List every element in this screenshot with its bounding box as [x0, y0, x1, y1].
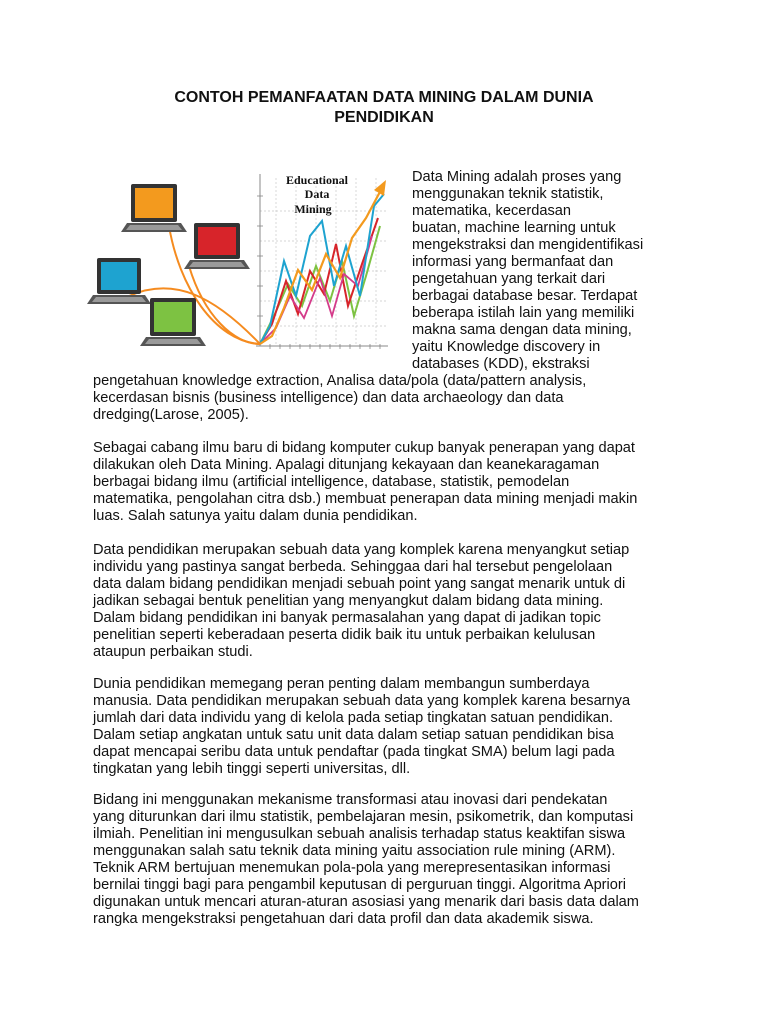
intro-line: beberapa istilah lain yang memiliki — [412, 305, 635, 321]
paragraph-1 — [93, 440, 713, 525]
paragraph-line: Dalam bidang pendidikan ini banyak permasalahan yang dapat di jadikan topic — [93, 610, 601, 626]
intro-line: matematika, kecerdasan — [412, 203, 571, 219]
paragraph-line: ataupun perbaikan studi. — [93, 644, 253, 660]
paragraph-line: Dalam setiap angkatan untuk satu unit data dalam setiap satuan pendidikan bisa — [93, 727, 614, 743]
paragraph-line: digunakan untuk mencari aturan-aturan asosiasi yang menarik dari basis data dalam — [93, 894, 639, 910]
intro-line: Data Mining adalah proses yang — [412, 169, 622, 185]
intro-line: kecerdasan bisnis (business intelligence) dan data archaeology dan data — [93, 390, 564, 406]
intro-line: buatan, machine learning untuk — [412, 220, 616, 236]
laptop-icon-red — [184, 223, 250, 269]
paragraph-line: individu yang pastinya sangat berbeda. Sehinggaa dari hal tersebut pengelolaan — [93, 559, 613, 575]
paragraph-line: matematika, pengolahan citra dsb.) membuat penerapan data mining menjadi makin — [93, 491, 638, 507]
title-line-2: PENDIDIKAN — [334, 109, 434, 126]
paragraph-line: rangka mengekstraksi pengetahuan dari data profil dan data akademik siswa. — [93, 911, 594, 927]
intro-line: dredging(Larose, 2005). — [93, 407, 249, 423]
paragraph-line: Sebagai cabang ilmu baru di bidang komputer cukup banyak penerapan yang dapat — [93, 440, 635, 456]
paragraph-line: luas. Salah satunya yaitu dalam dunia pendidikan. — [93, 508, 418, 524]
paragraph-line: Data pendidikan merupakan sebuah data yang komplek karena menyangkut setiap — [93, 542, 630, 558]
laptop-icon-orange — [121, 184, 187, 232]
paragraph-line: Dunia pendidikan memegang peran penting dalam membangun sumberdaya — [93, 676, 590, 692]
intro-line: menggunakan teknik statistik, — [412, 186, 604, 202]
paragraph-line: manusia. Data pendidikan merupakan sebuah data yang komplek karena besarnya — [93, 693, 631, 709]
document-title — [100, 88, 668, 128]
laptop-icon-green — [140, 298, 206, 346]
intro-line: yaitu Knowledge discovery in — [412, 339, 601, 355]
paragraph-line: tingkatan yang lebih tinggi seperti universitas, dll. — [93, 761, 411, 777]
figure-caption-line-3: Mining — [294, 202, 332, 216]
paragraph-line: dapat mencapai seribu data untuk pendaftar (pada tingkat SMA) belum lagi pada — [93, 744, 615, 760]
educational-data-mining-illustration — [84, 166, 402, 366]
paragraph-line: bernilai tinggi bagi para pengambil keputusan di perguruan tinggi. Algoritma Apriori — [93, 877, 627, 893]
paragraph-line: menggunakan salah satu teknik data mining yaitu association rule mining (ARM). — [93, 843, 616, 859]
paragraph-line: jumlah dari data individu yang di kelola pada setiap tingkatan satuan pendidikan. — [93, 710, 614, 726]
paragraph-line: Teknik ARM bertujuan menemukan pola-pola yang merepresentasikan informasi — [93, 860, 611, 876]
paragraph-line: berbagai bidang ilmu (artificial intelligence, database, statistik, pemodelan — [93, 474, 570, 490]
intro-line: makna sama dengan data mining, — [412, 322, 632, 338]
figure-caption-line-2: Data — [304, 187, 330, 201]
figure-caption-line-1: Educational — [285, 173, 349, 187]
intro-line: informasi yang bermanfaat dan — [412, 254, 614, 270]
laptop-icon-blue — [87, 258, 151, 304]
paragraph-line: yang diturunkan dari ilmu statistik, pembelajaran mesin, psikometrik, dan komputasi — [93, 809, 634, 825]
paragraph-4 — [93, 792, 713, 928]
paragraph-line: Bidang ini menggunakan mekanisme transformasi atau inovasi dari pendekatan — [93, 792, 608, 808]
paragraph-line: penelitian seperti keberadaan peserta didik baik itu untuk perbaikan kelulusan — [93, 627, 596, 643]
intro-line: berbagai database besar. Terdapat — [412, 288, 638, 304]
paragraph-2 — [93, 542, 713, 661]
intro-line: databases (KDD), ekstraksi — [412, 356, 590, 372]
title-line-1: CONTOH PEMANFAATAN DATA MINING DALAM DUNIA — [174, 89, 594, 106]
intro-line: pengetahuan knowledge extraction, Analisa data/pola (data/pattern analysis, — [93, 373, 587, 389]
paragraph-line: jadikan sebagai bentuk penelitian yang menyangkut dalam bidang data mining. — [93, 593, 604, 609]
paragraph-3 — [93, 676, 713, 778]
intro-line: mengekstraksi dan mengidentifikasi — [412, 237, 644, 253]
paragraph-line: dilakukan oleh Data Mining. Apalagi ditunjang kekayaan dan keanekaragaman — [93, 457, 600, 473]
intro-line: pengetahuan yang terkait dari — [412, 271, 606, 287]
paragraph-line: ilmiah. Penelitian ini mengusulkan sebuah analisis terhadap status keaktifan siswa — [93, 826, 626, 842]
paragraph-line: data dalam bidang pendidikan menjadi sebuah point yang sangat menarik untuk di — [93, 576, 626, 592]
